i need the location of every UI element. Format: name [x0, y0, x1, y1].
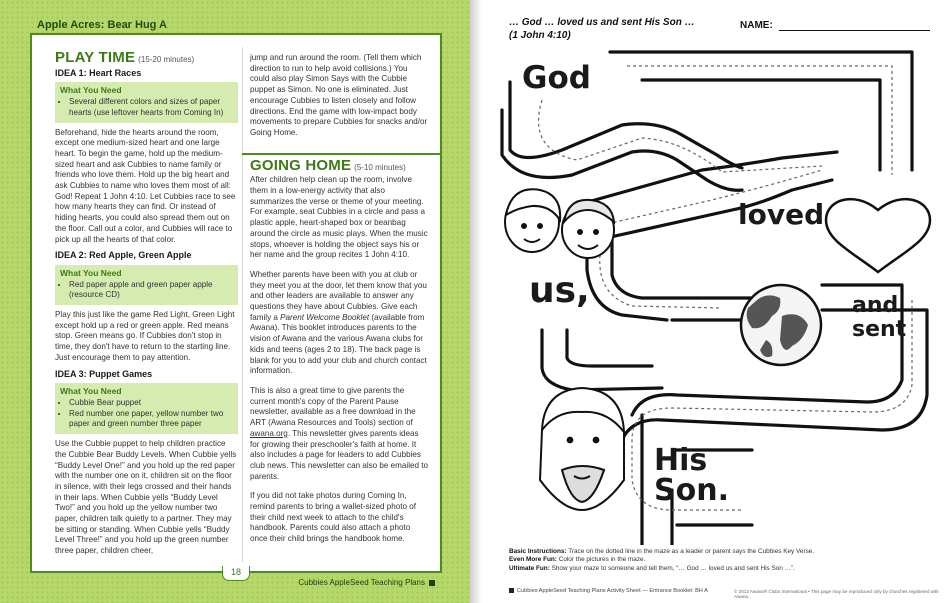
idea-2-needs [55, 265, 238, 305]
footer-square-icon [509, 588, 514, 593]
idea-2-body: Play this just like the game Red Light, Green Light except hold up a red or green apple. Red means stop. Green means go. If Cubbies don't stop in time, they don't have to return to the starting line. Just encourage them to pay attention. [55, 310, 235, 362]
needs-label: What You Need [60, 267, 122, 278]
left-footer: Cubbies AppleSeed Teaching Plans [298, 578, 435, 587]
idea-2-title: IDEA 2: Red Apple, Green Apple [55, 250, 192, 261]
going-home-duration: (5-10 minutes) [354, 162, 406, 172]
globe-icon [741, 285, 821, 365]
page-number: 18 [222, 566, 250, 581]
play-time-heading [55, 49, 238, 66]
instructions [509, 548, 814, 573]
idea-1-needs [55, 82, 238, 122]
needs-label: What You Need [60, 386, 122, 397]
unit-header: Apple Acres: Bear Hug A [37, 19, 167, 31]
maze-word-god: God [522, 60, 591, 96]
column-divider [242, 47, 243, 562]
needs-label: What You Need [60, 85, 122, 96]
verse-text: … God … loved us and sent His Son … [509, 17, 695, 28]
going-home-title: GOING HOME [250, 156, 352, 174]
instruction-ultimate: Ultimate Fun: Show your maze to someone and tell them, “… God … loved us and sent His Son …”. [509, 564, 795, 572]
going-home-heading [250, 156, 428, 174]
heart-icon [826, 199, 930, 272]
need-item: • Cubbie Bear puppet [69, 398, 233, 409]
play-time-title: PLAY TIME [55, 49, 136, 66]
maze-word-us: us, [529, 270, 590, 311]
idea-3-title: IDEA 3: Puppet Games [55, 368, 153, 379]
maze-word-and: and [852, 293, 899, 318]
name-label: NAME: [740, 20, 773, 31]
idea-3-continued: jump and run around the room. (Tell them which direction to run to help avoid collisions.) You could also play Simon Says with the Cubbie puppet as Simon. No one is eliminated. Just encourage Cubbies to listen closely and follow directions. End the game with low-impact body movements to prepare Cubbies for snacks and/or Going Home. [250, 53, 428, 137]
name-field[interactable] [779, 30, 930, 31]
idea-3-needs [55, 383, 238, 434]
left-column [55, 49, 238, 562]
key-verse [509, 16, 695, 42]
awana-link[interactable]: awana.org [250, 428, 288, 438]
maze-word-his: His [654, 443, 708, 478]
right-column [250, 53, 428, 550]
booklet-title: Parent Welcome Booklet [280, 312, 370, 322]
going-home-p4: If you did not take photos during Coming In, remind parents to bring a wallet-sized photo of their child next week to attach to the child's handbook. Parents could also attach a photo once their child brings the handbook home. [250, 491, 417, 544]
maze-word-son: Son. [654, 473, 729, 508]
page-gutter [470, 0, 482, 603]
need-item: • Red paper apple and green paper apple (resource CD) [69, 280, 233, 301]
content-panel [30, 33, 442, 573]
idea-1-body: Beforehand, hide the hearts around the room, except one medium-sized heart and one large heart. To begin the game, hold up the medium-sized heart and ask Cubbies to name family or friends who love them. Hold up the big heart and ask Cubbies to name who loves them most of all: God! Repeat 1 John 4:10. Let Cubbies race to see how many hearts they can find. Or instead of hiding hearts, you could also spread them out on the floor. Call out a color, and Cubbies will race to pick up all the hearts of that color. [55, 127, 236, 244]
instruction-basic: Basic Instructions: Trace on the dotted line in the maze as a leader or parent says the Cubbies Key Verse. [509, 548, 815, 555]
maze-word-sent: sent [852, 317, 907, 342]
instruction-more: Even More Fun: Color the pictures in the maze. [509, 556, 646, 564]
jesus-illustration [540, 388, 624, 510]
maze-word-loved: loved [738, 198, 825, 231]
play-time-duration: (15-20 minutes) [138, 55, 195, 64]
copyright: © 2013 Awana® Clubs International • This page may be reproduced only by churches registered with Awana. [734, 589, 939, 599]
left-page [0, 0, 470, 603]
footer-square-icon [429, 580, 435, 586]
need-item: • Red number one paper, yellow number two paper and green number three paper [69, 409, 233, 430]
going-home-p2: Whether parents have been with you at club or they meet you at the door, let them know that you and other leaders are available to answer any questions they have about Cubbies. Give each family a Parent Welcome Booklet (available from Awana). This booklet introduces parents to the vision of Awana and the various Awana clubs for kids and teens (ages 2 to 18). The back page is blank for you to add your club and church contact information. [250, 269, 427, 376]
right-page [482, 0, 950, 603]
right-footer: Cubbies AppleSeed Teaching Plans Activity Sheet — Entrance Booklet: BH A [509, 588, 708, 594]
idea-3-body: Use the Cubbie puppet to help children practice the Cubbie Bear Buddy Levels. When Cubbie yells “Buddy Level One!” and you hold up the red paper with the number one on it, children sit on the floor in silence, with their legs crossed and their hands in their laps. When Cubbie yells “Buddy Level Two!” and you hold up the yellow number two paper, children talk quietly to a partner. They may be sitting or standing. When Cubbie yells “Buddy Level Three!” and you hold up the green number three paper, children cheer, [55, 439, 237, 556]
need-item: • Several different colors and sizes of paper hearts (use leftover hearts from Coming In) [69, 97, 233, 118]
verse-reference: (1 John 4:10) [509, 30, 571, 41]
going-home-p1: After children help clean up the room, involve them in a low-energy activity that also summarizes the verse or theme of your meeting. For example, seat Cubbies in a circle and pass a plastic apple, heart-shaped box or beanbag around the circle as music plays. When the music stops, whoever is holding the object says his or her name and the group recites 1 John 4:10. [250, 175, 428, 260]
going-home-p3: This is also a great time to give parents the current month's copy of the Parent Pause newsletter, available as a free download in the ART (Awana Resources and Tools) section of awana.org. This newsletter gives parents ideas for growing their preschooler's faith at home. It also includes a page for leaders to add Cubbies club news. This newsletter can also be emailed to parents. [250, 385, 429, 481]
idea-1-title: IDEA 1: Heart Races [55, 67, 142, 78]
verse-maze[interactable] [482, 40, 950, 545]
